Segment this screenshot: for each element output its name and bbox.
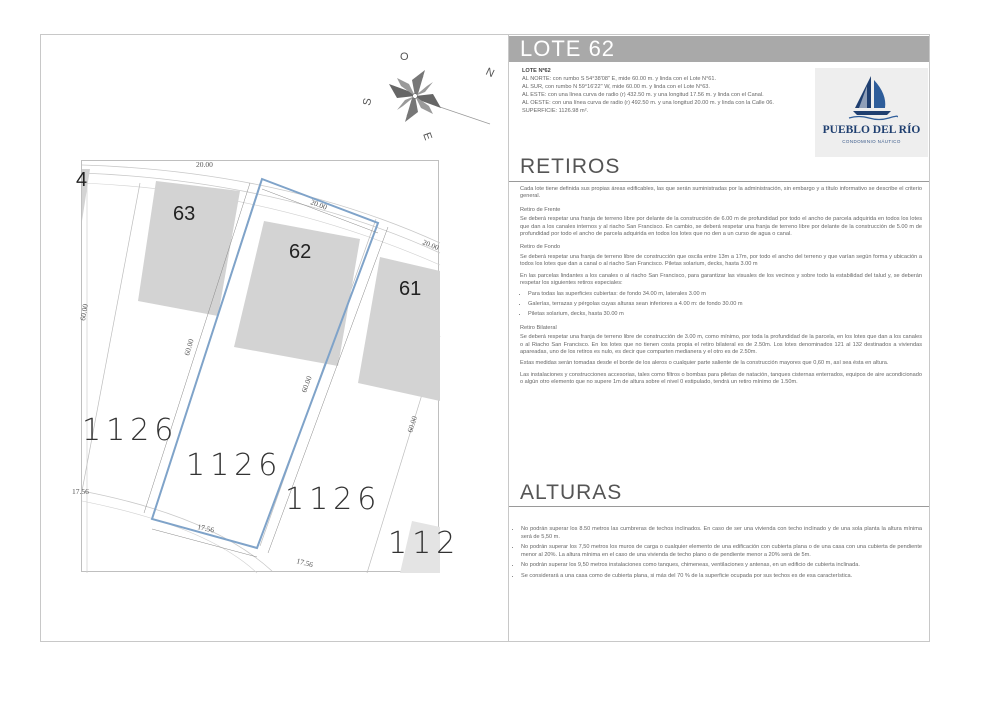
lot-boundary-north: AL NORTE: con rumbo S 54°38'08" E, mide 60.00 m. y linda con el Lote N°61. [522,75,717,82]
retiros-title: RETIROS [520,155,621,178]
dim-side-64: 60.00 [78,303,90,322]
retiro-fondo-title: Retiro de Fondo [520,244,561,251]
lot-number-62: 62 [289,241,312,263]
list-item: • Para todas las superficies cubiertas: de fondo 34.00 m, laterales 3.00 m [528,291,922,298]
retiros-divider [509,181,929,182]
alturas-title: ALTURAS [520,481,623,504]
area-label-63: 1126 [82,413,179,448]
dim-back-62: 17.56 [196,522,215,535]
dim-side-63: 60.00 [182,337,196,357]
lot-number-partial: 4 [76,169,88,191]
area-label-60: 112 [388,526,461,561]
retiro-fondo-list [520,291,922,318]
list-item: • Se considerará a una casa como de cubierta plana, si más del 70 % de la superficie ocupada por sus techos es de esa característica. [521,573,922,581]
dim-back-63: 17.56 [72,487,89,496]
lot-heading: LOTE Nº62 [522,68,551,74]
compass-n: N [483,65,497,81]
retiros-body [520,186,922,391]
logo [815,68,928,157]
alturas-divider [509,506,929,507]
list-item: • No podrán superar los 7,50 metros los muros de carga o cualquier elemento de una edificación con cubierta plana o de una casa con una cubierta de pendiente menor al 20%. La altura mínima en el caso de una vivienda de techo plano o de pendiente menor a 20% será de 5m. [521,544,922,559]
compass-e: E [420,130,434,142]
list-item: • No podrán superar los 9,50 metros instalaciones como tanques, chimeneas, ventilaciones y antenas, en un edificio de cubierta inclinada. [521,562,922,570]
list-item: • Piletas solarium, decks, hasta 30.00 m [528,311,922,318]
lot-plan-drawing [72,160,461,573]
lote-title: LOTE 62 [520,36,616,61]
brand-tagline: CONDOMINIO NÁUTICO [842,139,901,144]
compass-s: S [361,97,375,107]
lot-number-61: 61 [399,278,422,300]
lot-area: SUPERFICIE: 1126.98 m². [522,107,589,114]
retiro-bilateral-title: Retiro Bilateral [520,324,557,331]
lot-plan [72,160,461,572]
dim-front-61: 20.00 [421,237,441,253]
retiro-frente-title: Retiro de Frente [520,206,561,213]
lot-number-63: 63 [173,203,196,225]
lot-boundary-south: AL SUR, con rumbo N 59°16'22" W, mide 60.00 m. y linda con el Lote N°63. [522,83,710,90]
retiro-frente-text: Se deberá respetar una franja de terreno libre por delante de la construcción de 6.00 m de profundidad por todo el ancho de parcela adquirida en todos los lotes que dan a los canales internos y al riacho San Francisco. En cambio, se deberá respetar una franja de terreno libre por delante de la construcción de 5.00 m de profundidad por todo el ancho de parcela adquirida en todos los lotes que no den a un curso de agua o canal. [520,216,922,238]
dim-back-61: 17.56 [295,556,315,570]
compass-o: O [400,51,409,63]
alturas-body [512,526,922,584]
sailboat-icon [815,68,928,124]
retiro-bilateral-text-2: Estas medidas serán tomadas desde el borde de los aleros o cualquier parte saliente de la construcción mayores que 0,60 m, así sea ésta en altura. [520,360,889,367]
retiros-intro: Cada lote tiene definida sus propias áreas edificables, las que serán suministradas por la administración, sin embargo y a título informativo se describe el criterio general. [520,186,922,200]
brand-name: PUEBLO DEL RÍO [822,124,921,136]
retiro-bilateral-text-3: Las instalaciones y construcciones accesorias, tales como filtros o bombas para piletas de natación, tanques cisternas enterrados, equipos de aire acondicionado o algún otro elemento que no supere 1m de altura sobre el nivel 0 estipulado, tendrá un retiro mínimo de 1.50m. [520,371,922,386]
dim-side-62: 60.00 [299,374,314,394]
list-item: • No podrán superar los 8.50 metros las cumbreras de techos inclinados. En caso de ser una vivienda con techo inclinado y de una sola planta la altura mínima será de 5,50 m. [521,526,922,541]
compass-rose-icon [360,44,500,144]
lot-boundary-west: AL OESTE: con una línea curva de radio (r) 492.50 m. y una longitud 20.00 m. y linda con la Calle 06. [522,99,774,106]
list-item: • Galerías, terrazas y pérgolas cuyas alturas sean inferiores a 4.00 m: de fondo 30.00 m [528,301,922,308]
lot-boundary-east: AL ESTE: con una línea curva de radio (r) 432.50 m. y una longitud 17.56 m. y linda con el Canal. [522,91,764,98]
retiro-fondo-text-1: Se deberá respetar una franja de terreno libre de construcción que oscila entre 13m a 17m, por todo el ancho del terreno y que varían según forma y ubicación a todos los lotes que dan a canal o al riacho San Francisco. Piletas solarium, decks, hasta 3.00 m [520,253,922,268]
alturas-list [512,526,922,581]
area-label-61: 1126 [285,482,382,517]
area-label-62: 1126 [186,448,283,483]
dim-side-61: 60.00 [405,414,420,434]
dim-front-63: 20.00 [196,160,213,169]
page-divider [508,34,509,642]
retiro-bilateral-text-1: Se deberá respetar una franja de terreno libre de construcción de 3.00 m, como mínimo, por toda la profundidad de la parcela, en los lotes que dan a los canales o al Riacho San Francisco. En los lotes que no tienen costa propia el retiro bilateral es de 2.50m. Los lotes denominados 121 al 132 destinados a viviendas apareadas, uno de los retiros es nulo, es decir que comparten medianera y el otro es de 2.50m. [520,334,922,355]
dim-front-62: 20.00 [309,197,329,212]
lot-description [522,68,777,115]
retiro-fondo-text-2: En las parcelas lindantes a los canales o al riacho San Francisco, para garantizar las visuales de los vecinos y sobre todo la estabilidad del talud y, se deberán respetar los siguientes retiros especiales: [520,272,922,287]
